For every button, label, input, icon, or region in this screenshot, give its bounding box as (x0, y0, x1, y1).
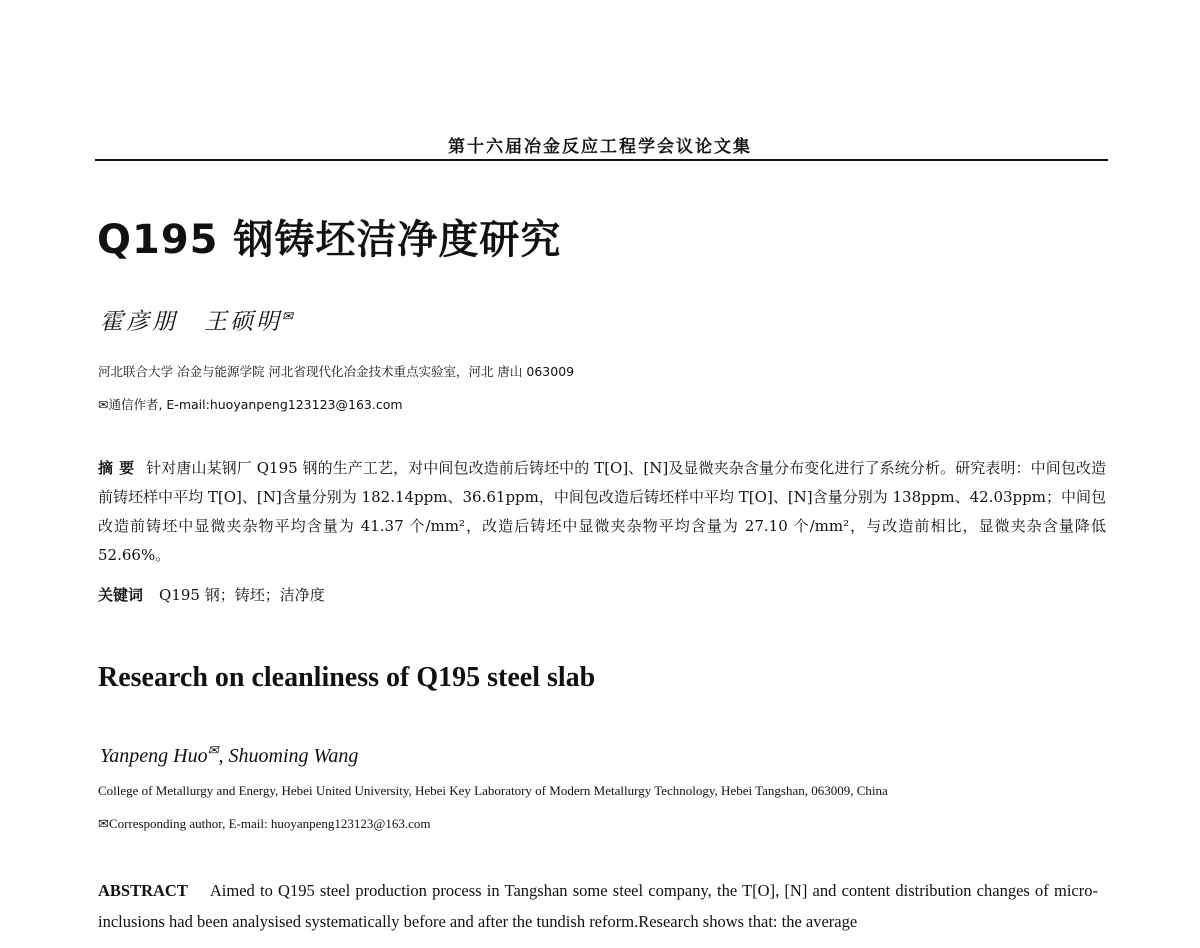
author-2-cn: 王硕明 (204, 309, 282, 335)
affiliation-cn: 河北联合大学 冶金与能源学院 河北省现代化冶金技术重点实验室，河北 唐山 063009 (98, 364, 575, 379)
title-en: Research on cleanliness of Q195 steel slab (98, 662, 596, 693)
title-cn: Q195 钢铸坯洁净度研究 (97, 217, 562, 263)
keywords-cn (98, 584, 325, 605)
author-1-cn: 霍彦朋 (100, 309, 178, 335)
header-rule (95, 159, 1108, 161)
correspondence-cn: ✉通信作者, E-mail:huoyanpeng123123@163.com (98, 397, 403, 412)
abstract-cn-label: 摘要 (98, 459, 141, 477)
authors-en (100, 742, 359, 768)
affiliation-en: College of Metallurgy and Energy, Hebei United University, Hebei Key Laboratory of Modern Metallurgy Technology, Hebei Tangshan, 063009, China (98, 783, 888, 798)
abstract-en-label: ABSTRACT (98, 881, 188, 900)
correspondence-en: ✉Corresponding author, E-mail: huoyanpeng123123@163.com (98, 816, 431, 831)
running-header: 第十六届冶金反应工程学会议论文集 (448, 137, 752, 157)
envelope-icon: ✉ (207, 742, 219, 758)
authors-cn (100, 303, 296, 336)
keywords-cn-label: 关键词 (98, 586, 144, 604)
keywords-cn-text: Q195 钢；铸坯；洁净度 (159, 586, 325, 604)
abstract-en-text: Aimed to Q195 steel production process in Tangshan some steel company, the T[O], [N] and content distribution changes of micro-inclusions had been analysised systematically before and after the tundish reform.Research shows that: the average (98, 881, 1098, 931)
abstract-cn-text: 针对唐山某钢厂 Q195 钢的生产工艺，对中间包改造前后铸坯中的 T[O]、[N]及显微夹杂含量分布变化进行了系统分析。研究表明：中间包改造前铸坯样中平均 T[O]、[N]含量分别为 182.14ppm、36.61ppm，中间包改造后铸坯样中平均 T[O]、[N]含量分别为 138ppm、42.03ppm；中间包改造前铸坯中显微夹杂物平均含量为 41.37 个/mm²，改造后铸坯中显微夹杂物平均含量为 27.10 个/mm²，与改造前相比，显微夹杂含量降低 52.66%。 (98, 459, 1106, 564)
abstract-cn (98, 454, 1106, 570)
abstract-en (98, 875, 1098, 937)
author-2-en: , Shuoming Wang (218, 745, 359, 767)
envelope-icon: ✉ (282, 309, 296, 325)
author-1-en: Yanpeng Huo (100, 745, 208, 767)
